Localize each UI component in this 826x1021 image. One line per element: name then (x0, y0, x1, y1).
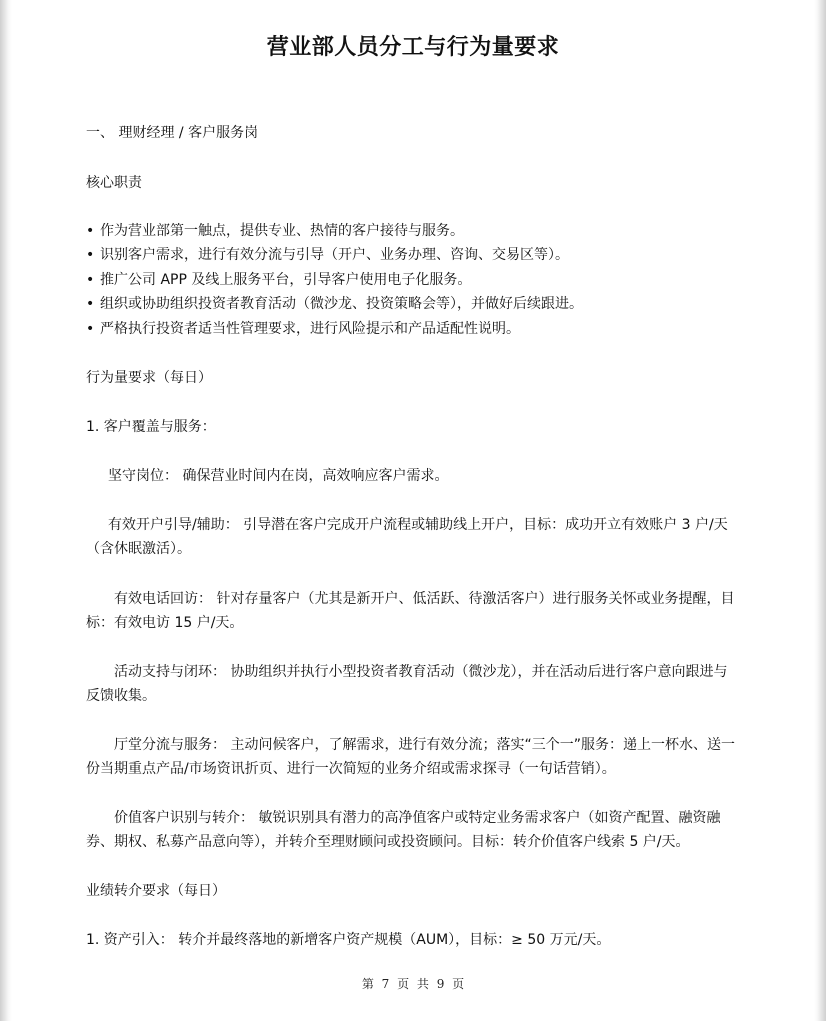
page-edge-left (0, 0, 12, 1021)
paragraph-value-client: 价值客户识别与转介： 敏锐识别具有潜力的高净值客户或特定业务需求客户（如资产配置、融资融券、期权、私募产品意向等），并转介至理财顾问或投资顾问。目标：转介价值客户线索 5 户/天。 (86, 810, 721, 850)
bullet-icon: • (86, 272, 95, 288)
paragraph-post: 坚守岗位： 确保营业时间内在岗，高效响应客户需求。 (108, 468, 449, 484)
performance-heading: 业绩转介要求（每日） (86, 883, 226, 899)
asset-item: 1. 资产引入： 转介并最终落地的新增客户资产规模（AUM），目标：≥ 50 万元/天。 (86, 932, 611, 948)
duty-item: • 作为营业部第一触点，提供专业、热情的客户接待与服务。 (86, 219, 738, 243)
bullet-icon: • (86, 247, 95, 263)
paragraph-lobby-service: 厅堂分流与服务： 主动问候客户，了解需求，进行有效分流；落实“三个一”服务：递上一杯水、送一份当期重点产品/市场资讯折页、进行一次简短的业务介绍或需求探寻（一句话营销）。 (86, 737, 735, 777)
duty-item: • 组织或协助组织投资者教育活动（微沙龙、投资策略会等），并做好后续跟进。 (86, 292, 738, 316)
page-edge-right (814, 0, 826, 1021)
bullet-icon: • (86, 223, 95, 239)
item-heading: 1. 客户覆盖与服务： (86, 419, 216, 435)
page-footer: 第 7 页 共 9 页 (361, 977, 465, 991)
bullet-icon: • (86, 321, 95, 337)
duty-item: • 识别客户需求，进行有效分流与引导（开户、业务办理、咨询、交易区等）。 (86, 243, 738, 267)
paragraph-activity-support: 活动支持与闭环： 协助组织并执行小型投资者教育活动（微沙龙），并在活动后进行客户意向跟进与反馈收集。 (86, 664, 728, 704)
paragraph-account-opening: 有效开户引导/辅助： 引导潜在客户完成开户流程或辅助线上开户，目标：成功开立有效账户 3 户/天（含休眠激活）。 (86, 517, 728, 557)
behavior-heading: 行为量要求（每日） (86, 370, 212, 386)
bullet-icon: • (86, 296, 95, 312)
section-heading: 一、 理财经理 / 客户服务岗 (86, 125, 259, 141)
duty-item: • 推广公司 APP 及线上服务平台，引导客户使用电子化服务。 (86, 268, 738, 292)
core-duties-label: 核心职责 (86, 175, 142, 191)
paragraph-phone-followup: 有效电话回访： 针对存量客户（尤其是新开户、低活跃、待激活客户）进行服务关怀或业务提醒，目标：有效电访 15 户/天。 (86, 591, 735, 631)
duty-item: • 严格执行投资者适当性管理要求，进行风险提示和产品适配性说明。 (86, 317, 738, 341)
document-title: 营业部人员分工与行为量要求 (266, 35, 560, 60)
